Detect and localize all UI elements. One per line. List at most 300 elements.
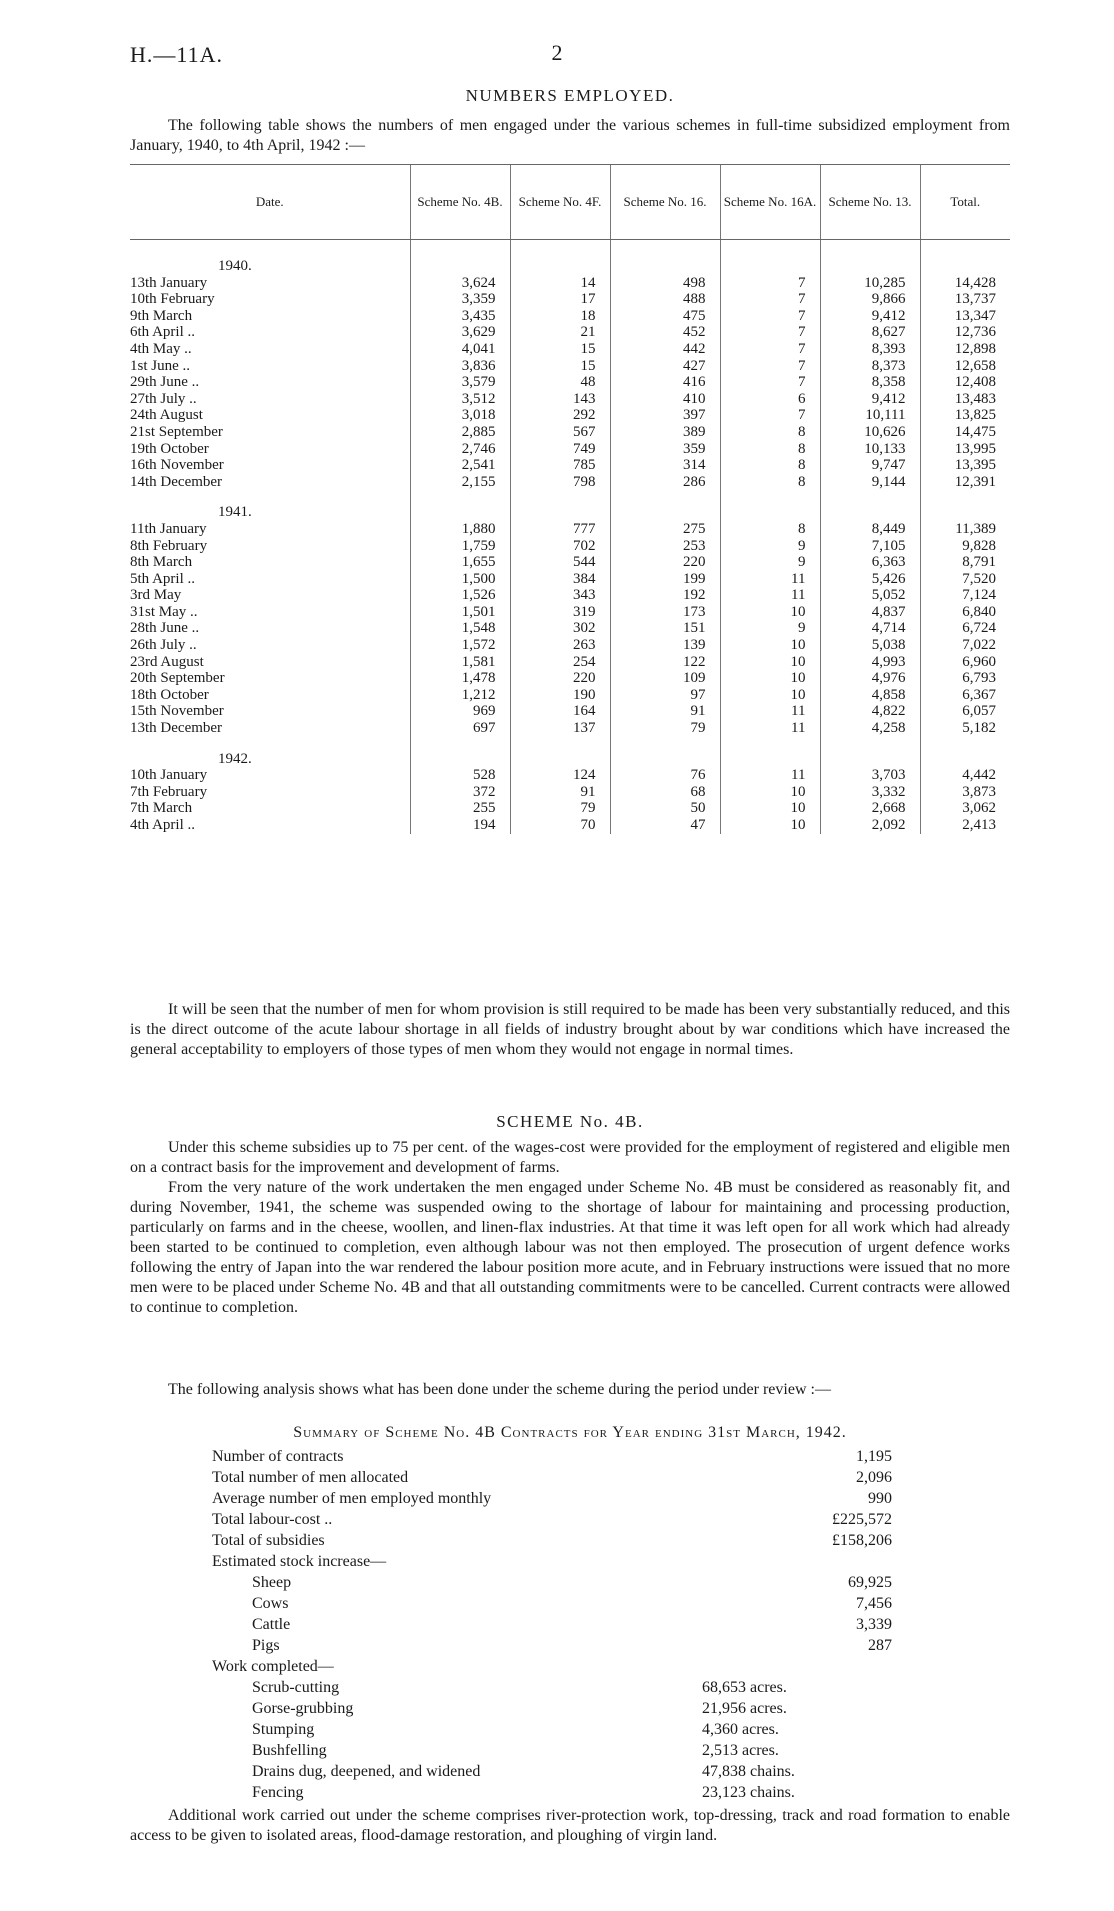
cell-value: 220 [510, 670, 610, 687]
cell-value: 6,724 [920, 620, 1010, 637]
cell-value: 1,759 [410, 538, 510, 555]
summary-row [212, 1719, 952, 1740]
scheme-paragraph-1: Under this scheme subsidies up to 75 per cent. of the wages-cost were provided for the employment of registered and eligible men on a contract basis for the improvement and development of farms. [130, 1139, 1010, 1176]
cell-value: 275 [610, 521, 720, 538]
cell-value: 2,155 [410, 474, 510, 491]
table-row [130, 720, 1010, 737]
table-header-row [130, 165, 1010, 240]
table-row [130, 784, 1010, 801]
row-date: 21st September [130, 423, 223, 440]
cell-value: 777 [510, 521, 610, 538]
intro-paragraph: The following table shows the numbers of men engaged under the various schemes in full-time subsidized employment from January, 1940, to 4th April, 1942 :— [130, 117, 1010, 154]
table-row [130, 424, 1010, 441]
summary-value: £158,206 [832, 1532, 892, 1549]
cell-value: 9 [720, 620, 820, 637]
cell-value: 8,449 [820, 521, 920, 538]
row-date: 8th February [130, 537, 208, 554]
column-header: Scheme No. 16. [610, 165, 720, 240]
employment-table [130, 164, 1010, 834]
row-date: 20th September [130, 670, 225, 687]
table-row [130, 604, 1010, 621]
cell-value: 3,332 [820, 784, 920, 801]
row-date: 9th March [130, 307, 193, 324]
cell-value: 785 [510, 457, 610, 474]
cell-value: 11,389 [920, 521, 1010, 538]
document-reference: H.—11A. [130, 42, 223, 67]
cell-value: 10,111 [820, 407, 920, 424]
cell-value: 6,793 [920, 670, 1010, 687]
table-row [130, 474, 1010, 491]
summary-row [212, 1677, 952, 1698]
cell-value: 286 [610, 474, 720, 491]
closing-paragraph: Additional work carried out under the scheme comprises river-protection work, top-dressing, track and road formation to enable access to be given to isolated areas, flood-damage restoration, and ploughing of virgin land. [130, 1807, 1010, 1844]
cell-value: 13,737 [920, 291, 1010, 308]
summary-row [212, 1551, 952, 1572]
cell-value: 9,866 [820, 291, 920, 308]
cell-value: 10 [720, 800, 820, 817]
summary-value: 68,653 acres. [702, 1679, 787, 1696]
cell-value: 8 [720, 457, 820, 474]
summary-label: Total number of men allocated [212, 1469, 409, 1486]
cell-value: 7 [720, 358, 820, 375]
summary-row [212, 1530, 952, 1551]
cell-value: 410 [610, 391, 720, 408]
scheme-paragraph-2: From the very nature of the work undertaken the men engaged under Scheme No. 4B must be considered as reasonably fit, and during November, 1941, the scheme was suspended owing to the shortage of labour for maintaining and processing production, particularly on farms and in the cheese, woollen, and linen-flax industries. At that time it was left open for all work which had already been started to be continued to completion, even although labour was not then employed. The prosecution of urgent defence works following the entry of Japan into the war rendered the labour position more acute, and in February instructions were issued that no more men were to be placed under Scheme No. 4B and that all outstanding commitments were to be cancelled. Current contracts were allowed to continue to completion. [130, 1179, 1010, 1316]
cell-value: 8 [720, 474, 820, 491]
cell-value: 12,736 [920, 324, 1010, 341]
cell-value: 1,478 [410, 670, 510, 687]
year-row [130, 737, 1010, 768]
summary-label: Drains dug, deepened, and widened [252, 1763, 481, 1780]
cell-value: 1,880 [410, 521, 510, 538]
cell-value: 10,133 [820, 441, 920, 458]
cell-value: 7,124 [920, 587, 1010, 604]
cell-value: 359 [610, 441, 720, 458]
table-row [130, 620, 1010, 637]
cell-value: 12,898 [920, 341, 1010, 358]
year-label: 1940. [218, 258, 252, 274]
cell-value: 544 [510, 554, 610, 571]
year-row [130, 490, 1010, 521]
cell-value: 15 [510, 341, 610, 358]
summary-row [212, 1656, 952, 1677]
summary-value: 3,339 [856, 1616, 892, 1633]
row-date: 5th April .. [130, 570, 196, 587]
page-number: 2 [551, 40, 563, 65]
cell-value: 7 [720, 308, 820, 325]
cell-value: 253 [610, 538, 720, 555]
cell-value: 7,022 [920, 637, 1010, 654]
cell-value: 47 [610, 817, 720, 834]
row-date: 24th August [130, 407, 203, 424]
cell-value: 969 [410, 703, 510, 720]
cell-value: 8,358 [820, 374, 920, 391]
cell-value: 7 [720, 341, 820, 358]
scheme-paragraph-3: The following analysis shows what has been done under the scheme during the period under review :— [168, 1381, 831, 1398]
cell-value: 4,442 [920, 767, 1010, 784]
table-row [130, 654, 1010, 671]
cell-value: 10 [720, 604, 820, 621]
table-row [130, 767, 1010, 784]
table-row [130, 554, 1010, 571]
summary-row [212, 1593, 952, 1614]
row-date: 10th February [130, 291, 215, 308]
cell-value: 5,426 [820, 571, 920, 588]
summary-label: Number of contracts [212, 1448, 344, 1465]
table-row [130, 275, 1010, 292]
table-row [130, 817, 1010, 834]
cell-value: 3,512 [410, 391, 510, 408]
table-row [130, 441, 1010, 458]
after-table-paragraph: It will be seen that the number of men for whom provision is still required to be made has been very substantially reduced, and this is the direct outcome of the acute labour shortage in all fields of industry brought about by war conditions which have increased the general acceptability to employers of those types of men whom they would not engage in normal times. [130, 1001, 1010, 1058]
table-row [130, 291, 1010, 308]
cell-value: 302 [510, 620, 610, 637]
summary-label: Stumping [252, 1721, 315, 1738]
cell-value: 3,018 [410, 407, 510, 424]
cell-value: 17 [510, 291, 610, 308]
table-row [130, 457, 1010, 474]
row-date: 11th January [130, 520, 207, 537]
row-date: 29th June .. [130, 374, 200, 391]
cell-value: 397 [610, 407, 720, 424]
cell-value: 18 [510, 308, 610, 325]
row-date: 26th July .. [130, 637, 197, 654]
cell-value: 10 [720, 654, 820, 671]
cell-value: 10 [720, 817, 820, 834]
cell-value: 3,579 [410, 374, 510, 391]
column-header: Date. [130, 165, 410, 240]
column-header: Total. [920, 165, 1010, 240]
table-row [130, 341, 1010, 358]
cell-value: 697 [410, 720, 510, 737]
cell-value: 15 [510, 358, 610, 375]
summary-label: Gorse-grubbing [252, 1700, 354, 1717]
summary-row [212, 1635, 952, 1656]
cell-value: 475 [610, 308, 720, 325]
cell-value: 488 [610, 291, 720, 308]
summary-value [662, 1656, 952, 1677]
cell-value: 139 [610, 637, 720, 654]
summary-row [212, 1572, 952, 1593]
summary-value: 69,925 [848, 1574, 892, 1591]
cell-value: 8,393 [820, 341, 920, 358]
table-row [130, 358, 1010, 375]
row-date: 7th March [130, 800, 193, 817]
row-date: 16th November [130, 457, 224, 474]
table-row [130, 407, 1010, 424]
cell-value: 9,747 [820, 457, 920, 474]
cell-value: 3,359 [410, 291, 510, 308]
table-row [130, 587, 1010, 604]
cell-value: 122 [610, 654, 720, 671]
cell-value: 4,858 [820, 687, 920, 704]
cell-value: 6,367 [920, 687, 1010, 704]
table-row [130, 374, 1010, 391]
row-date: 14th December [130, 473, 223, 490]
summary-value: 2,513 acres. [702, 1742, 779, 1759]
cell-value: 5,038 [820, 637, 920, 654]
cell-value: 1,581 [410, 654, 510, 671]
cell-value: 6,057 [920, 703, 1010, 720]
cell-value: 12,658 [920, 358, 1010, 375]
summary-value: 47,838 chains. [702, 1763, 795, 1780]
cell-value: 10,285 [820, 275, 920, 292]
cell-value: 6,840 [920, 604, 1010, 621]
summary-value [662, 1551, 952, 1572]
cell-value: 5,182 [920, 720, 1010, 737]
summary-label: Estimated stock increase— [212, 1553, 387, 1570]
cell-value: 1,501 [410, 604, 510, 621]
cell-value: 4,993 [820, 654, 920, 671]
cell-value: 2,746 [410, 441, 510, 458]
row-date: 4th May .. [130, 340, 192, 357]
cell-value: 151 [610, 620, 720, 637]
cell-value: 190 [510, 687, 610, 704]
cell-value: 7 [720, 407, 820, 424]
cell-value: 749 [510, 441, 610, 458]
cell-value: 263 [510, 637, 610, 654]
cell-value: 13,347 [920, 308, 1010, 325]
cell-value: 10 [720, 637, 820, 654]
column-header: Scheme No. 13. [820, 165, 920, 240]
cell-value: 4,976 [820, 670, 920, 687]
summary-label: Pigs [252, 1637, 280, 1654]
cell-value: 10 [720, 784, 820, 801]
cell-value: 124 [510, 767, 610, 784]
cell-value: 2,541 [410, 457, 510, 474]
summary-value: 21,956 acres. [702, 1700, 787, 1717]
row-date: 4th April .. [130, 817, 196, 833]
cell-value: 416 [610, 374, 720, 391]
table-row [130, 637, 1010, 654]
table-row [130, 571, 1010, 588]
summary-value: 2,096 [856, 1469, 892, 1486]
summary-row [212, 1488, 952, 1509]
summary-label: Sheep [252, 1574, 292, 1591]
cell-value: 10 [720, 687, 820, 704]
cell-value: 7,105 [820, 538, 920, 555]
summary-label: Total of subsidies [212, 1532, 325, 1549]
cell-value: 194 [410, 817, 510, 834]
cell-value: 8,627 [820, 324, 920, 341]
section-heading-numbers-employed: NUMBERS EMPLOYED. [465, 86, 675, 105]
cell-value: 11 [720, 767, 820, 784]
row-date: 10th January [130, 767, 208, 784]
row-date: 13th January [130, 274, 208, 291]
summary-value: 7,456 [856, 1595, 892, 1612]
summary-label: Fencing [252, 1784, 304, 1801]
cell-value: 91 [510, 784, 610, 801]
summary-label: Work completed— [212, 1658, 334, 1675]
cell-value: 6,960 [920, 654, 1010, 671]
cell-value: 4,041 [410, 341, 510, 358]
cell-value: 9,412 [820, 308, 920, 325]
summary-row [212, 1761, 952, 1782]
cell-value: 3,629 [410, 324, 510, 341]
summary-row [212, 1446, 952, 1467]
cell-value: 427 [610, 358, 720, 375]
cell-value: 3,873 [920, 784, 1010, 801]
cell-value: 11 [720, 703, 820, 720]
cell-value: 2,668 [820, 800, 920, 817]
cell-value: 389 [610, 424, 720, 441]
row-date: 15th November [130, 703, 224, 720]
cell-value: 2,413 [920, 817, 1010, 834]
summary-row [212, 1467, 952, 1488]
cell-value: 4,837 [820, 604, 920, 621]
cell-value: 9 [720, 554, 820, 571]
cell-value: 2,092 [820, 817, 920, 834]
cell-value: 442 [610, 341, 720, 358]
row-date: 23rd August [130, 653, 204, 670]
cell-value: 50 [610, 800, 720, 817]
table-row [130, 800, 1010, 817]
cell-value: 9,828 [920, 538, 1010, 555]
cell-value: 7,520 [920, 571, 1010, 588]
cell-value: 1,572 [410, 637, 510, 654]
summary-row [212, 1782, 952, 1803]
cell-value: 199 [610, 571, 720, 588]
cell-value: 13,483 [920, 391, 1010, 408]
cell-value: 8,373 [820, 358, 920, 375]
cell-value: 9 [720, 538, 820, 555]
row-date: 6th April .. [130, 324, 196, 341]
cell-value: 6 [720, 391, 820, 408]
row-date: 19th October [130, 440, 209, 457]
cell-value: 220 [610, 554, 720, 571]
table-row [130, 670, 1010, 687]
year-label: 1942. [218, 750, 252, 767]
summary-value: 23,123 chains. [702, 1784, 795, 1801]
cell-value: 13,395 [920, 457, 1010, 474]
cell-value: 254 [510, 654, 610, 671]
cell-value: 2,885 [410, 424, 510, 441]
cell-value: 68 [610, 784, 720, 801]
cell-value: 1,655 [410, 554, 510, 571]
cell-value: 11 [720, 720, 820, 737]
cell-value: 7 [720, 324, 820, 341]
cell-value: 164 [510, 703, 610, 720]
cell-value: 1,212 [410, 687, 510, 704]
table-row [130, 324, 1010, 341]
summary-row [212, 1509, 952, 1530]
summary-value: £225,572 [832, 1511, 892, 1528]
cell-value: 3,624 [410, 275, 510, 292]
cell-value: 192 [610, 587, 720, 604]
cell-value: 8 [720, 521, 820, 538]
cell-value: 48 [510, 374, 610, 391]
column-header: Scheme No. 4F. [510, 165, 610, 240]
row-date: 31st May .. [130, 603, 198, 620]
cell-value: 7 [720, 291, 820, 308]
cell-value: 5,052 [820, 587, 920, 604]
table-row [130, 521, 1010, 538]
table-row [130, 391, 1010, 408]
summary-value: 990 [868, 1490, 892, 1507]
row-date: 8th March [130, 554, 193, 571]
cell-value: 319 [510, 604, 610, 621]
cell-value: 702 [510, 538, 610, 555]
cell-value: 21 [510, 324, 610, 341]
summary-title: Summary of Scheme No. 4B Contracts for Year ending 31st March, 1942. [293, 1424, 847, 1441]
cell-value: 314 [610, 457, 720, 474]
cell-value: 567 [510, 424, 610, 441]
cell-value: 79 [510, 800, 610, 817]
cell-value: 76 [610, 767, 720, 784]
cell-value: 8,791 [920, 554, 1010, 571]
cell-value: 137 [510, 720, 610, 737]
cell-value: 452 [610, 324, 720, 341]
cell-value: 528 [410, 767, 510, 784]
cell-value: 79 [610, 720, 720, 737]
cell-value: 3,703 [820, 767, 920, 784]
cell-value: 143 [510, 391, 610, 408]
summary-row [212, 1614, 952, 1635]
year-label: 1941. [218, 504, 252, 521]
summary-label: Total labour-cost .. [212, 1511, 333, 1528]
row-date: 7th February [130, 783, 208, 800]
cell-value: 798 [510, 474, 610, 491]
cell-value: 4,258 [820, 720, 920, 737]
cell-value: 13,995 [920, 441, 1010, 458]
cell-value: 12,391 [920, 474, 1010, 491]
cell-value: 255 [410, 800, 510, 817]
cell-value: 372 [410, 784, 510, 801]
cell-value: 10 [720, 670, 820, 687]
cell-value: 91 [610, 703, 720, 720]
cell-value: 3,836 [410, 358, 510, 375]
cell-value: 6,363 [820, 554, 920, 571]
row-date: 13th December [130, 720, 223, 737]
cell-value: 14 [510, 275, 610, 292]
cell-value: 13,825 [920, 407, 1010, 424]
cell-value: 9,412 [820, 391, 920, 408]
cell-value: 498 [610, 275, 720, 292]
cell-value: 11 [720, 587, 820, 604]
year-row [130, 240, 1010, 275]
summary-row [212, 1740, 952, 1761]
row-date: 18th October [130, 686, 209, 703]
table-row [130, 308, 1010, 325]
cell-value: 3,062 [920, 800, 1010, 817]
cell-value: 8 [720, 424, 820, 441]
cell-value: 11 [720, 571, 820, 588]
summary-label: Scrub-cutting [252, 1679, 340, 1696]
summary-table [212, 1446, 952, 1803]
row-date: 3rd May [130, 587, 182, 604]
row-date: 1st June .. [130, 357, 190, 374]
table-row [130, 703, 1010, 720]
summary-label: Cows [252, 1595, 289, 1612]
cell-value: 7 [720, 374, 820, 391]
cell-value: 343 [510, 587, 610, 604]
cell-value: 292 [510, 407, 610, 424]
cell-value: 97 [610, 687, 720, 704]
cell-value: 10,626 [820, 424, 920, 441]
cell-value: 384 [510, 571, 610, 588]
cell-value: 173 [610, 604, 720, 621]
cell-value: 4,714 [820, 620, 920, 637]
summary-label: Average number of men employed monthly [212, 1490, 492, 1507]
cell-value: 12,408 [920, 374, 1010, 391]
cell-value: 1,500 [410, 571, 510, 588]
summary-value: 4,360 acres. [702, 1721, 779, 1738]
cell-value: 3,435 [410, 308, 510, 325]
column-header: Scheme No. 4B. [410, 165, 510, 240]
row-date: 28th June .. [130, 620, 200, 637]
summary-label: Cattle [252, 1616, 291, 1633]
cell-value: 109 [610, 670, 720, 687]
